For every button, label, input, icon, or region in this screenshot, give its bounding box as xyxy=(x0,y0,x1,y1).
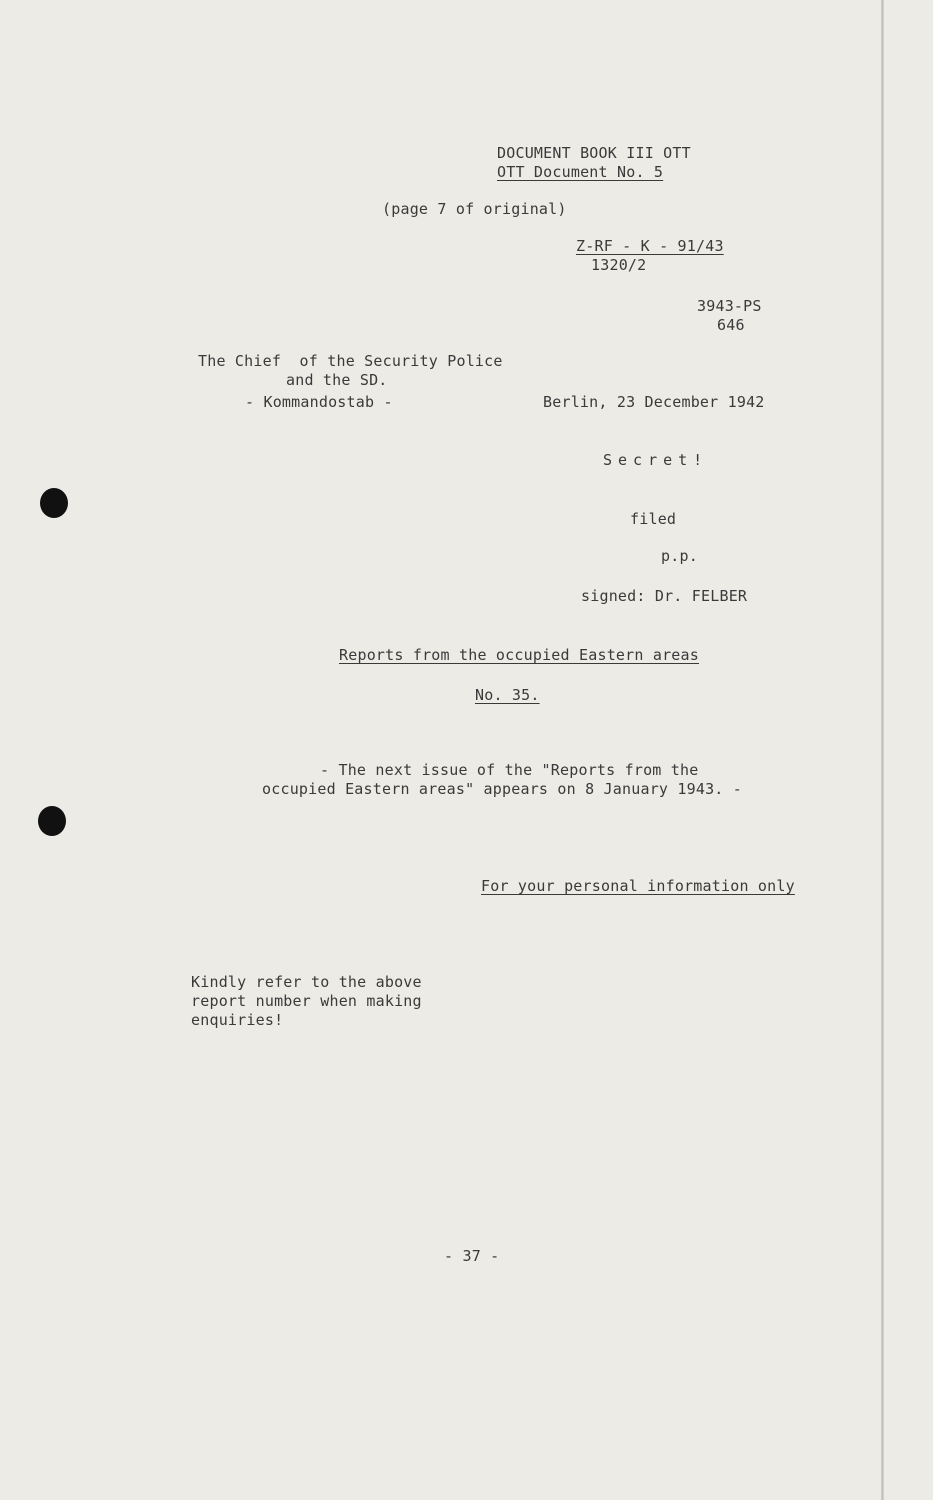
notice-line-1: - The next issue of the "Reports from the xyxy=(320,761,699,779)
date-line: Berlin, 23 December 1942 xyxy=(543,393,765,411)
signature-line: signed: Dr. FELBER xyxy=(581,587,748,605)
document-book-line: DOCUMENT BOOK III OTT xyxy=(497,144,691,162)
classification-secret: Secret! xyxy=(603,451,709,469)
notice-line-2: occupied Eastern areas" appears on 8 January 1943. - xyxy=(262,780,742,798)
page-edge-line xyxy=(881,0,884,1500)
ps-number: 3943-PS xyxy=(697,297,762,315)
personal-information-note: For your personal information only xyxy=(481,877,795,895)
filed-note: filed xyxy=(630,510,677,528)
reference-sub-number: 1320/2 xyxy=(591,256,647,274)
report-number: No. 35. xyxy=(475,686,540,704)
page-number: - 37 - xyxy=(444,1247,500,1265)
page-reference: (page 7 of original) xyxy=(382,200,567,218)
reference-number: Z-RF - K - 91/43 xyxy=(576,237,724,255)
pp-note: p.p. xyxy=(661,547,698,565)
ps-sub-number: 646 xyxy=(717,316,745,334)
punch-hole-top xyxy=(40,488,68,518)
kindly-refer-line-3: enquiries! xyxy=(191,1011,284,1029)
sender-line-1: The Chief of the Security Police xyxy=(198,352,503,370)
sender-line-3: - Kommandostab - xyxy=(245,393,393,411)
punch-hole-bottom xyxy=(38,806,66,836)
report-title: Reports from the occupied Eastern areas xyxy=(339,646,699,664)
kindly-refer-line-2: report number when making xyxy=(191,992,422,1010)
sender-line-2: and the SD. xyxy=(286,371,388,389)
kindly-refer-line-1: Kindly refer to the above xyxy=(191,973,422,991)
document-number-line: OTT Document No. 5 xyxy=(497,163,664,181)
